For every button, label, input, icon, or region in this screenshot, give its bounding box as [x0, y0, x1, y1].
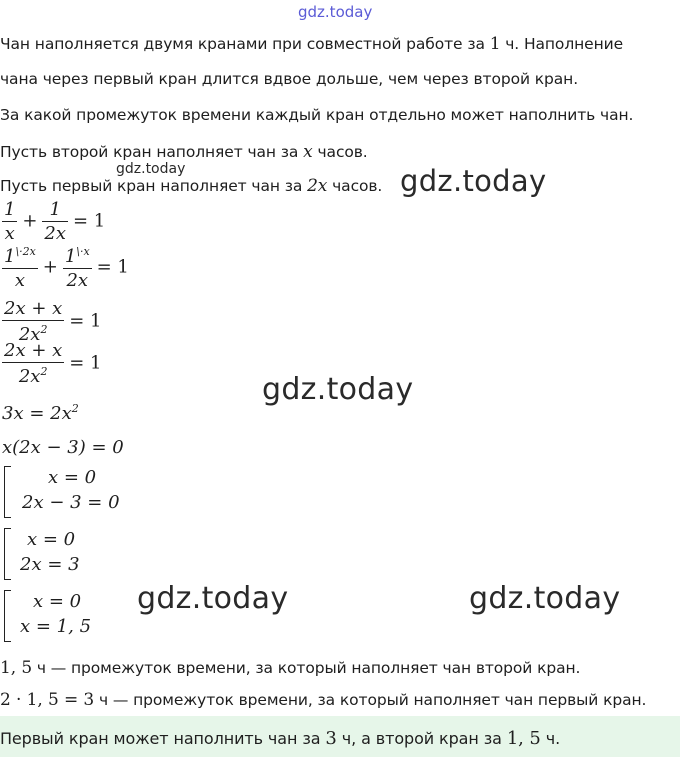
math-number: 1 [489, 34, 501, 54]
math-number: 3 [325, 728, 337, 749]
system-bracket-1 [4, 466, 11, 518]
fraction: $\frac{1}{2x}$ [44, 199, 67, 244]
let-first-tap [0, 176, 382, 196]
operator: + [22, 210, 38, 232]
system-2-line-1: x = 0 [27, 529, 76, 550]
watermark-large-2: gdz.today [262, 372, 414, 407]
equation-rhs: = 1 [69, 352, 102, 374]
let-text: часов. [312, 143, 368, 161]
result-text: ч — промежуток времени, за который наполняет чан второй кран. [32, 659, 581, 677]
math-number: 2 · 1, 5 = 3 [0, 690, 95, 710]
equation-rhs: = 1 [69, 310, 102, 332]
problem-text: Чан наполняется двумя кранами при совместной работе за [0, 35, 490, 53]
equation-1 [2, 201, 105, 243]
watermark-large-4: gdz.today [469, 581, 621, 616]
equation-4 [2, 342, 101, 386]
fraction: $\frac{1^{\backslash\cdot 2x}}{x}$ [4, 245, 36, 291]
math-var: x [303, 142, 313, 162]
system-3-line-1: x = 0 [33, 591, 82, 612]
operator: + [42, 256, 58, 278]
system-1-line-2: 2x − 3 = 0 [22, 492, 120, 513]
answer-line [0, 728, 560, 749]
problem-line-3: За какой промежуток времени каждый кран отдельно может наполнить чан. [0, 106, 634, 124]
watermark-large-1: gdz.today [400, 164, 547, 198]
let-text: Пусть второй кран наполняет чан за [0, 143, 304, 161]
problem-line-1 [0, 34, 623, 54]
watermark-large-3: gdz.today [137, 581, 289, 616]
equation-2 [2, 246, 129, 290]
answer-text: ч. [540, 729, 561, 748]
result-second-tap [0, 658, 580, 678]
answer-text: Первый кран может наполнить чан за [0, 729, 326, 748]
watermark-top: gdz.today [298, 3, 373, 21]
equation-5: $3x = 2x^2$ [2, 402, 79, 424]
result-first-tap [0, 690, 646, 710]
system-1-line-1: x = 0 [48, 467, 97, 488]
problem-line-2: чана через первый кран длится вдвое дольше, чем через второй кран. [0, 70, 579, 88]
let-second-tap [0, 142, 368, 162]
let-text: Пусть первый кран наполняет чан за [0, 177, 308, 195]
equation-rhs: = 1 [72, 210, 106, 232]
result-text: ч — промежуток времени, за который наполняет чан первый кран. [94, 691, 647, 709]
fraction: $\frac{1^{\backslash\cdot x}}{2x}$ [64, 245, 90, 291]
system-bracket-2 [4, 528, 11, 580]
system-3-line-2: x = 1, 5 [20, 616, 92, 637]
math-var: 2x [307, 176, 328, 196]
problem-text: ч. Наполнение [500, 35, 624, 53]
equation-rhs: = 1 [96, 256, 129, 278]
fraction: $\frac{1}{x}$ [4, 199, 16, 244]
watermark-small: gdz.today [116, 161, 186, 177]
equation-3 [2, 300, 101, 344]
equation-6: x(2x − 3) = 0 [2, 437, 124, 458]
fraction: $\frac{2x + x}{2x^2}$ [4, 340, 63, 387]
system-bracket-3 [4, 590, 11, 642]
fraction: $\frac{2x + x}{2x^2}$ [4, 298, 63, 345]
math-number: 1, 5 [0, 658, 33, 678]
answer-text: ч, а второй кран за [336, 729, 507, 748]
math-number: 1, 5 [506, 728, 541, 749]
system-2-line-2: 2x = 3 [20, 554, 80, 575]
let-text: часов. [327, 177, 383, 195]
